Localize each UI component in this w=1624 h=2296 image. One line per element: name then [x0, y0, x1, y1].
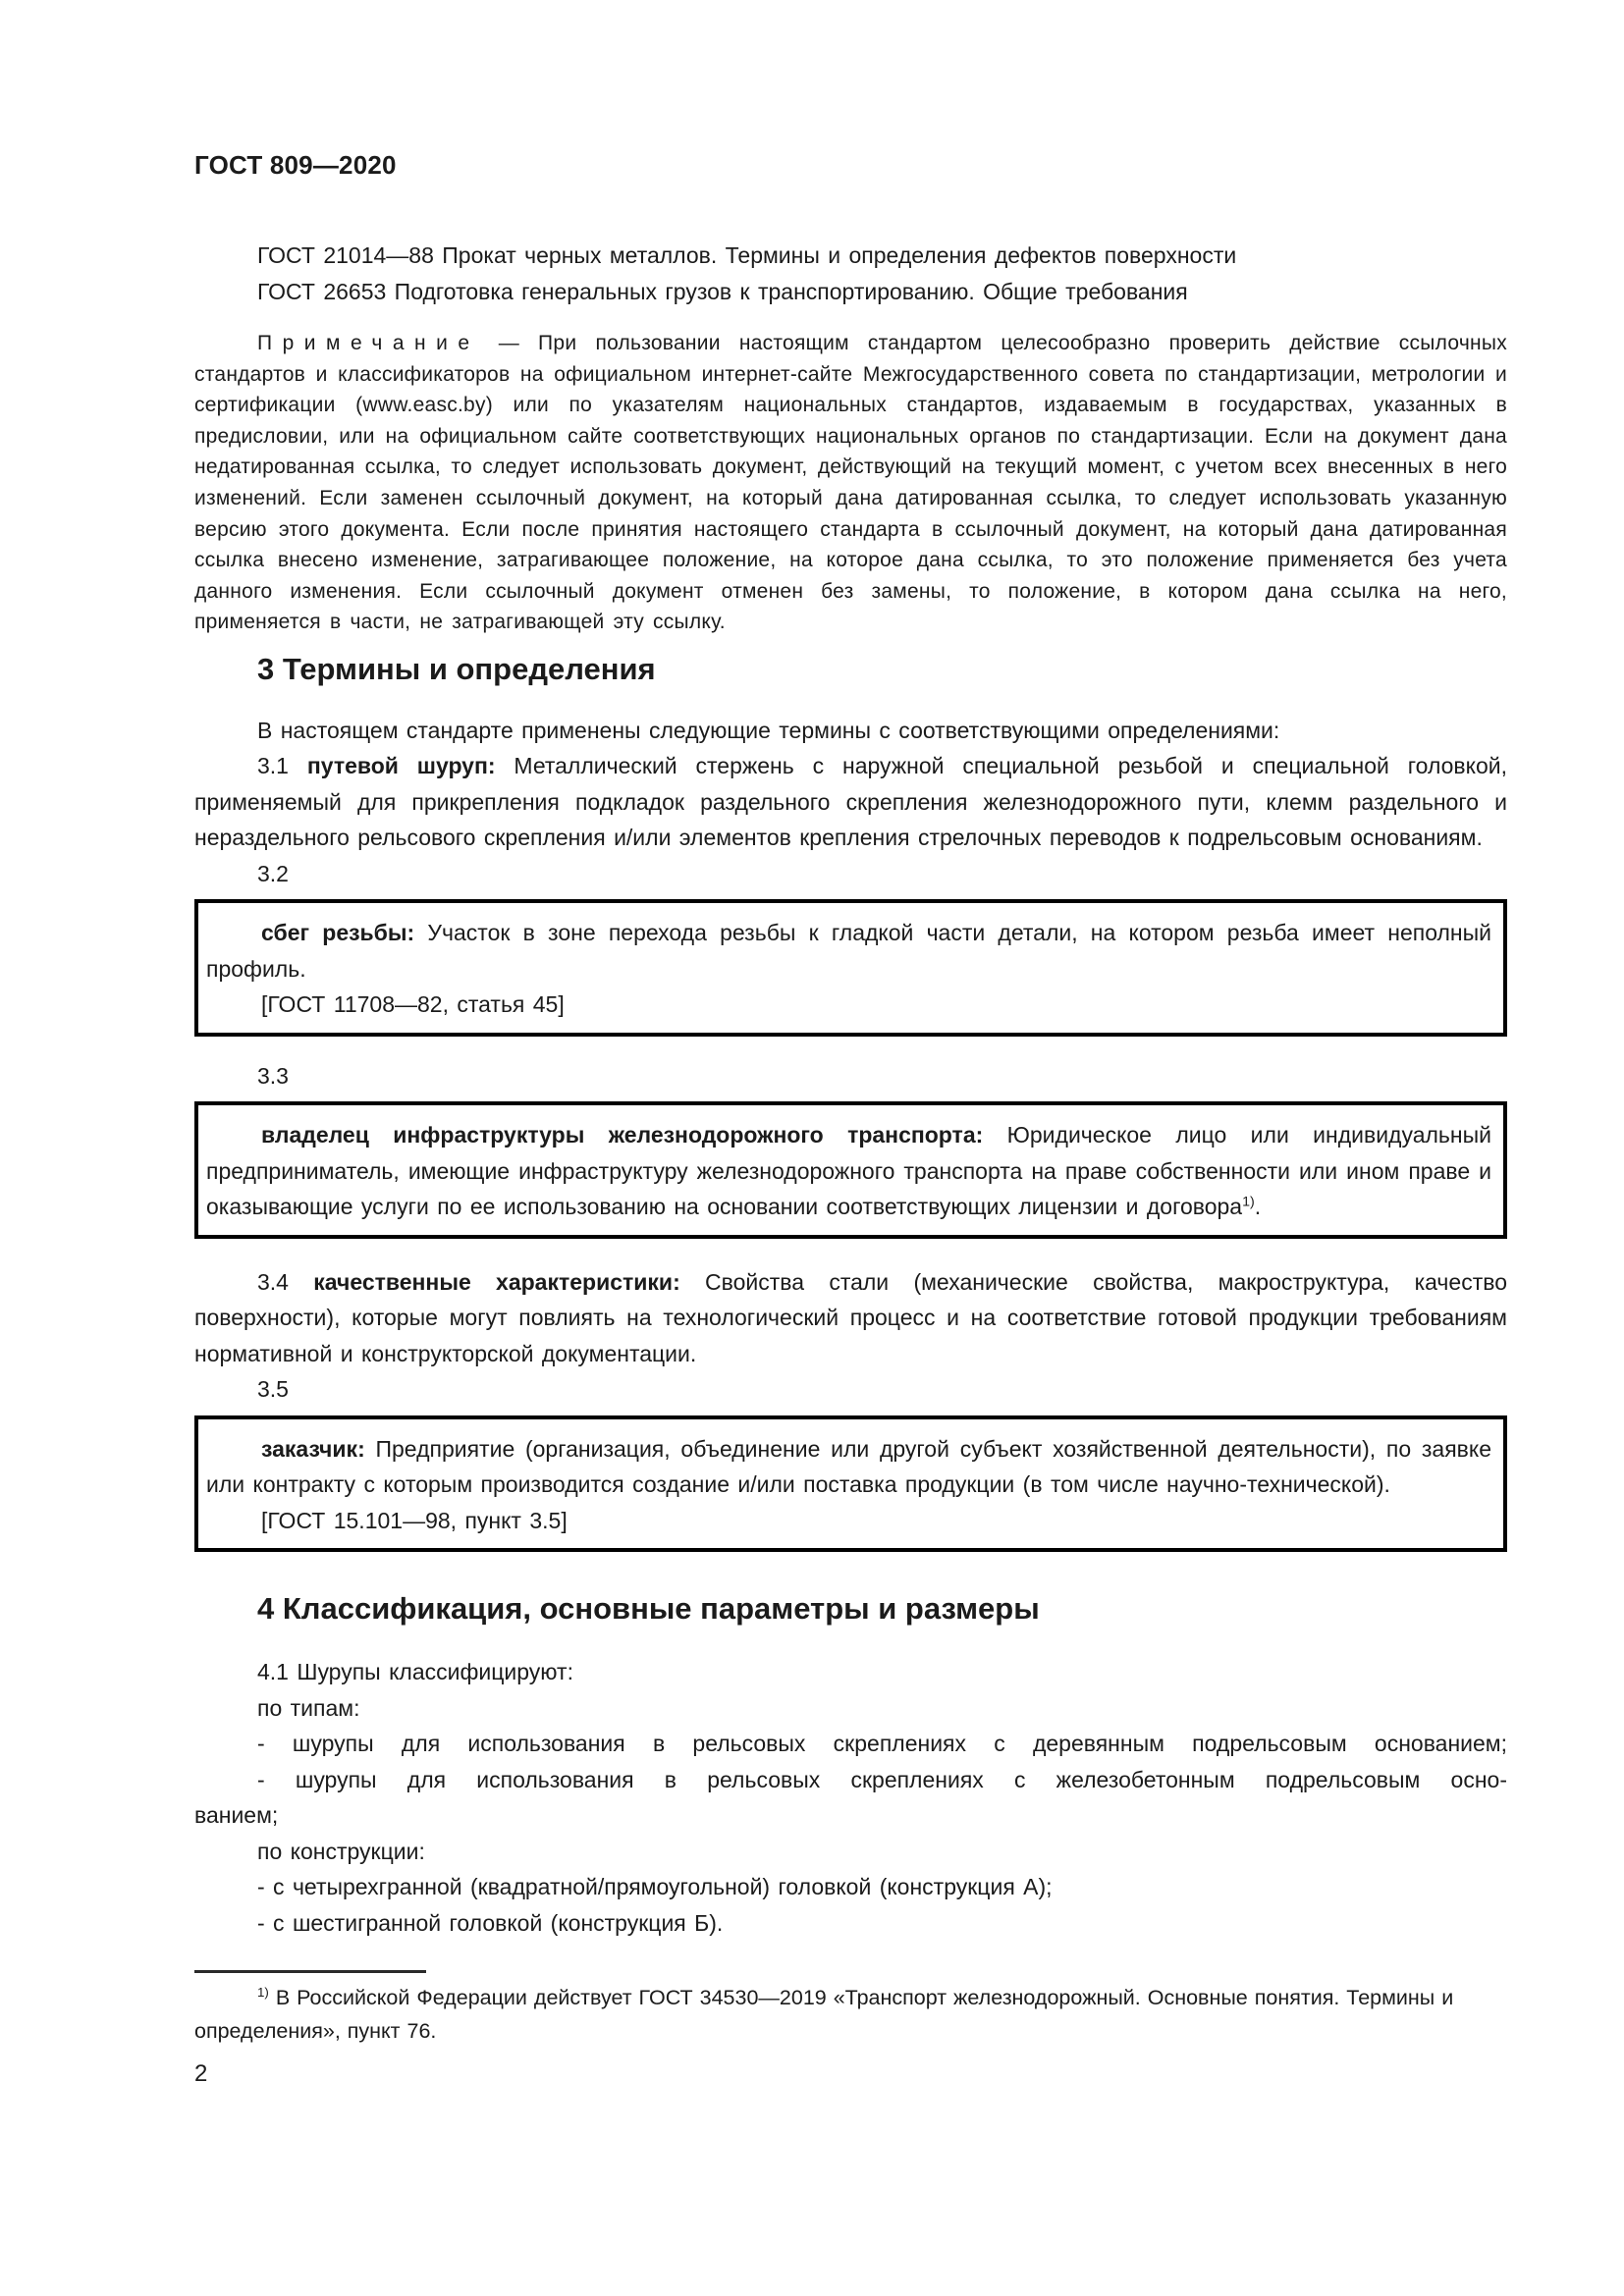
footnote-marker: 1): [257, 1985, 269, 2001]
term-3-2-definition: Участок в зоне перехода резьбы к гладкой части детали, на котором резьба имеет неполный профиль.: [206, 920, 1491, 982]
term-3-3-definition: Юридическое лицо или индивидуальный предприниматель, имеющие инфраструктуру железнодорожного транспорта на праве собственности или ином праве и оказывающие услуги по ее использованию на основании соответствующих лицензии и договора: [206, 1122, 1491, 1220]
term-3-1: [194, 748, 1507, 856]
term-3-4-name: качественные характеристики:: [313, 1268, 680, 1295]
term-3-3: [206, 1117, 1491, 1225]
footnote-reference-marker: 1): [1242, 1194, 1255, 1210]
type-item-wooden: - шурупы для использования в рельсовых скреплениях с деревянным подрельсовым основанием;: [257, 1731, 1507, 1757]
definition-box-3-5: [194, 1415, 1507, 1553]
note-body: — При пользовании настоящим стандартом целесообразно проверить действие ссылочных стандартов и классификаторов на официальном интернет-сайте Межгосударственного совета по стандартизации, метрологии и сертификации (www.easc.by) или по указателям национальных стандартов, издаваемым в государствах, указанных в предисловии, или на официальном сайте соответствующих национальных органов по стандартизации. Если на документ дана недатированная ссылка, то следует использовать документ, действующий на текущий момент, с учетом всех внесенных в него изменений. Если заменен ссылочный документ, на который дана датированная ссылка, то следует использовать указанную версию этого документа. Если после принятия настоящего стандарта в ссылочный документ, на который дана датированная ссылка внесено изменение, затрагивающее положение, на которое дана ссылка, то это положение применяется без учета данного изменения. Если ссылочный документ отменен без замены, то положение, в котором дана ссылка на него, применяется в части, не затрагивающей эту ссылку.: [194, 332, 1507, 634]
term-3-5-name: заказчик:: [261, 1435, 365, 1462]
term-3-2-name: сбег резьбы:: [261, 920, 415, 946]
note-label: Примечание: [257, 332, 480, 354]
footnote-text: В Российской Федерации действует ГОСТ 34530—2019 «Транспорт железнодорожный. Основные понятия. Термины и определения», пункт 76.: [194, 1986, 1454, 2044]
term-3-2: [206, 915, 1491, 987]
section-3-heading: 3 Термины и определения: [257, 651, 656, 686]
construction-item-a: - с четырехгранной (квадратной/прямоугольной) головкой (конструкция А);: [257, 1874, 1053, 1900]
reference-gost-21014: ГОСТ 21014—88 Прокат черных металлов. Термины и определения дефектов поверхности: [257, 242, 1237, 268]
term-3-2-number: 3.2: [257, 860, 289, 886]
term-3-5: [206, 1431, 1491, 1503]
note-paragraph: [194, 328, 1507, 638]
term-3-5-source: [ГОСТ 15.101—98, пункт 3.5]: [261, 1507, 568, 1533]
type-item-concrete-line2: ванием;: [194, 1802, 279, 1829]
term-3-3-definition-end: .: [1254, 1194, 1262, 1220]
term-3-4: [194, 1264, 1507, 1372]
term-3-1-number: 3.1: [257, 753, 307, 779]
clause-4-1: 4.1 Шурупы классифицируют:: [257, 1659, 573, 1685]
definition-box-3-2: [194, 899, 1507, 1037]
section-4-heading: 4 Классификация, основные параметры и размеры: [257, 1591, 1040, 1627]
term-3-1-definition: Металлический стержень с наружной специальной резьбой и специальной головкой, применяемый для прикрепления подкладок раздельного скрепления железнодорожного пути, клемм раздельного и нераздельного рельсового скрепления и/или элементов крепления стрелочных переводов к подрельсовым основаниям.: [194, 753, 1507, 851]
reference-gost-26653: ГОСТ 26653 Подготовка генеральных грузов к транспортированию. Общие требования: [257, 279, 1188, 304]
type-item-concrete-line1: - шурупы для использования в рельсовых скреплениях с железобетонным подрельсовым осно-: [257, 1766, 1507, 1792]
term-3-1-name: путевой шуруп:: [306, 753, 496, 779]
term-3-3-name: владелец инфраструктуры железнодорожного транспорта:: [261, 1122, 984, 1148]
construction-label: по конструкции:: [257, 1838, 425, 1864]
term-3-5-definition: Предприятие (организация, объединение или другой субъект хозяйственной деятельности), по заявке или контракту с которым производится создание и/или поставка продукции (в том числе научно-технической).: [206, 1435, 1491, 1498]
term-3-4-definition: Свойства стали (механические свойства, макроструктура, качество поверхности), которые могут повлиять на технологический процесс и на соответствие готовой продукции требованиям нормативной и конструкторской документации.: [194, 1268, 1507, 1366]
types-label: по типам:: [257, 1694, 360, 1721]
term-3-5-number: 3.5: [257, 1376, 289, 1403]
footnote-1: [194, 1981, 1507, 2048]
definition-box-3-3: [194, 1101, 1507, 1239]
page-number: 2: [194, 2060, 208, 2088]
footnote-rule: [194, 1970, 426, 1973]
terms-intro: В настоящем стандарте применены следующие термины с соответствующими определениями:: [257, 717, 1280, 743]
term-3-4-number: 3.4: [257, 1268, 314, 1295]
running-head: ГОСТ 809—2020: [194, 150, 397, 180]
term-3-3-number: 3.3: [257, 1062, 289, 1089]
term-3-2-source: [ГОСТ 11708—82, статья 45]: [261, 991, 565, 1018]
construction-item-b: - с шестигранной головкой (конструкция Б).: [257, 1909, 724, 1936]
